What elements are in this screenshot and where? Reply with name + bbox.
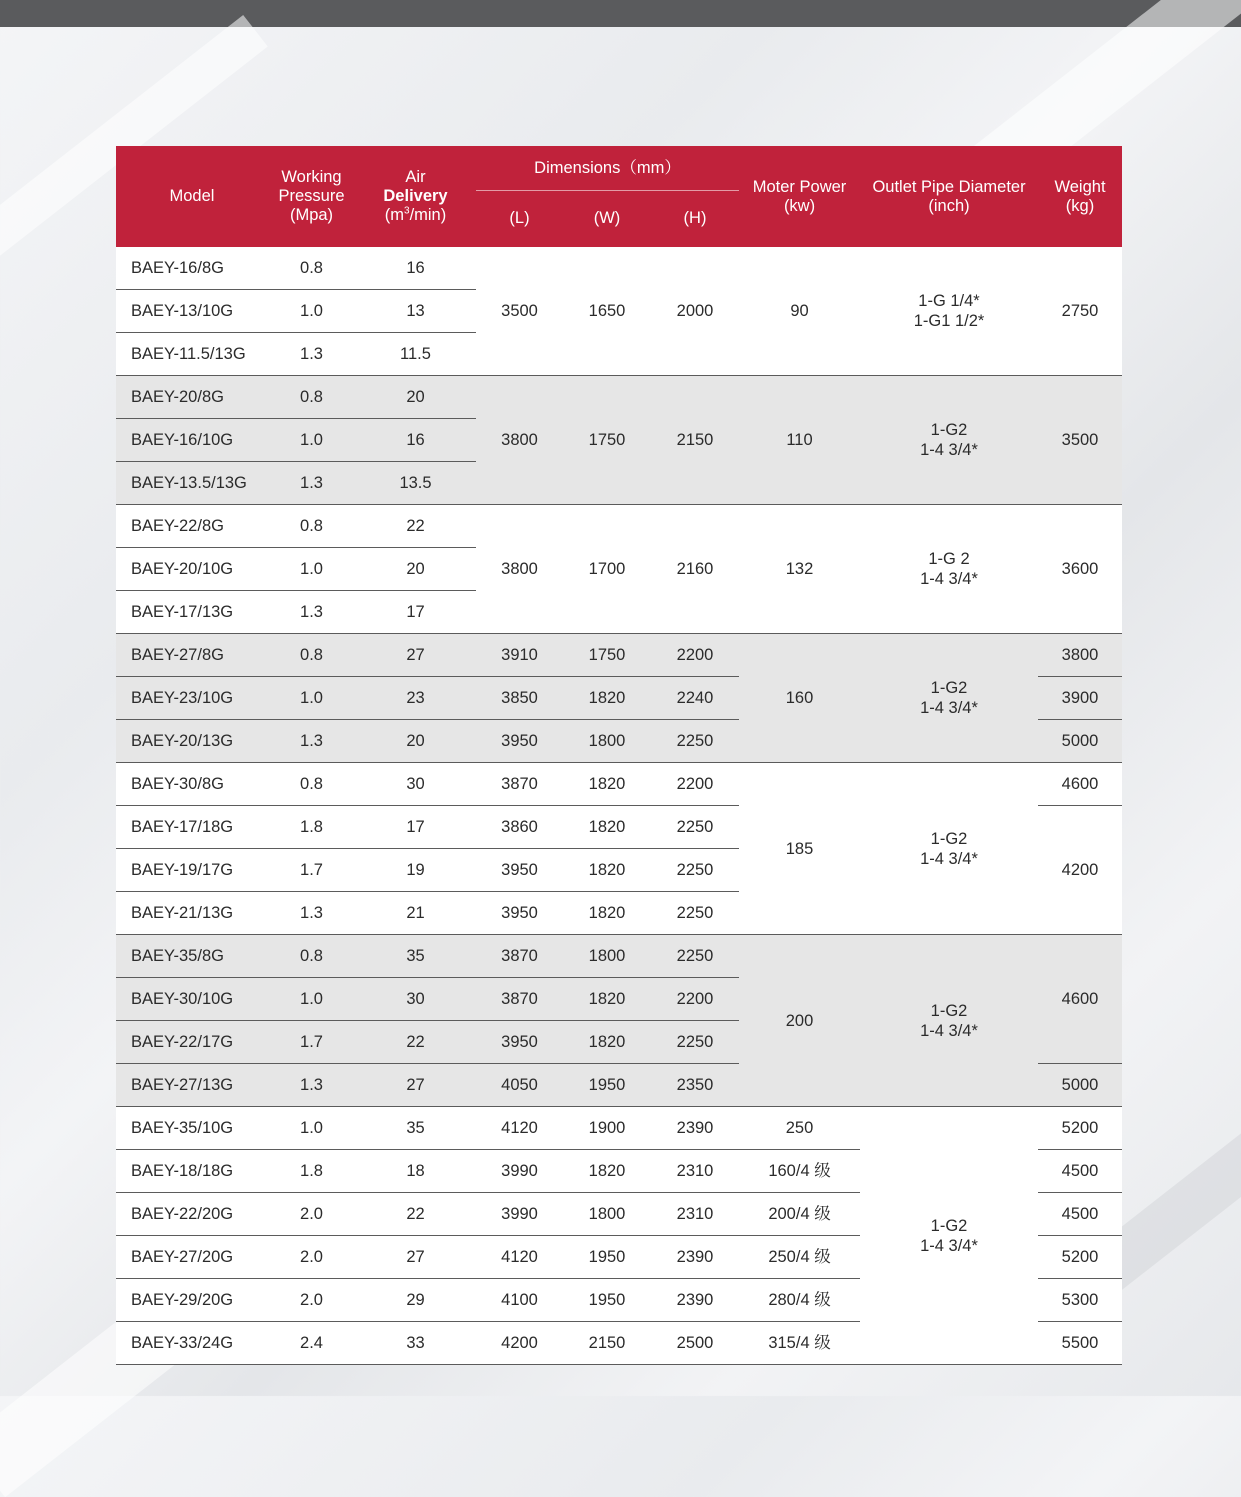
delivery-cell: 29	[355, 1279, 476, 1322]
outlet-line: 1-G2	[930, 421, 968, 439]
width-cell: 1820	[563, 1021, 651, 1064]
width-cell: 1950	[563, 1064, 651, 1107]
col-header-delivery	[355, 146, 476, 247]
pressure-cell: 0.8	[268, 505, 355, 548]
model-group	[116, 505, 1122, 634]
weight-cell: 3500	[1038, 376, 1122, 505]
outlet-line: 1-4 3/4*	[920, 699, 978, 717]
length-cell: 3870	[476, 935, 563, 978]
pressure-cell: 1.0	[268, 290, 355, 333]
height-cell: 2200	[651, 763, 739, 806]
length-cell: 3990	[476, 1150, 563, 1193]
model-group	[116, 763, 1122, 935]
delivery-cell: 13.5	[355, 462, 476, 505]
pressure-cell: 1.3	[268, 333, 355, 376]
unit-text: /min)	[409, 206, 447, 224]
col-header-model: Model	[116, 146, 268, 247]
header-text: Weight	[1054, 177, 1106, 196]
power-cell: 185	[739, 763, 860, 935]
outlet-line: 1-G 1/4*	[918, 292, 980, 310]
delivery-cell: 33	[355, 1322, 476, 1365]
height-cell: 2390	[651, 1107, 739, 1150]
model-cell: BAEY-22/17G	[116, 1021, 268, 1064]
length-cell: 3950	[476, 892, 563, 935]
width-cell: 1700	[563, 505, 651, 634]
spec-table	[116, 146, 1122, 1365]
weight-cell: 5000	[1038, 1064, 1122, 1107]
length-cell: 3950	[476, 1021, 563, 1064]
outlet-cell	[860, 247, 1038, 376]
pressure-cell: 1.0	[268, 548, 355, 591]
pressure-cell: 0.8	[268, 935, 355, 978]
height-cell: 2500	[651, 1322, 739, 1365]
model-cell: BAEY-20/8G	[116, 376, 268, 419]
model-cell: BAEY-35/8G	[116, 935, 268, 978]
pressure-cell: 2.0	[268, 1279, 355, 1322]
model-cell: BAEY-20/10G	[116, 548, 268, 591]
col-header-height: (H)	[651, 190, 739, 247]
height-cell: 2390	[651, 1236, 739, 1279]
outlet-line: 1-G2	[930, 679, 968, 697]
model-cell: BAEY-35/10G	[116, 1107, 268, 1150]
col-header-pressure	[268, 146, 355, 247]
delivery-cell: 27	[355, 1236, 476, 1279]
length-cell: 4120	[476, 1107, 563, 1150]
pressure-cell: 1.3	[268, 462, 355, 505]
width-cell: 1950	[563, 1236, 651, 1279]
delivery-cell: 22	[355, 1021, 476, 1064]
header-text: (kw)	[783, 196, 816, 215]
outlet-line: 1-4 3/4*	[920, 1236, 978, 1255]
delivery-cell: 13	[355, 290, 476, 333]
height-cell: 2250	[651, 892, 739, 935]
weight-cell: 5000	[1038, 720, 1122, 763]
delivery-cell: 27	[355, 1064, 476, 1107]
model-cell: BAEY-16/10G	[116, 419, 268, 462]
power-cell: 110	[739, 376, 860, 505]
height-cell: 2310	[651, 1193, 739, 1236]
col-header-length: (L)	[476, 190, 563, 247]
length-cell: 3500	[476, 247, 563, 376]
height-cell: 2250	[651, 720, 739, 763]
height-cell: 2250	[651, 806, 739, 849]
pressure-cell: 0.8	[268, 247, 355, 290]
table-header	[116, 146, 1122, 247]
col-header-weight	[1038, 146, 1122, 247]
width-cell: 2150	[563, 1322, 651, 1365]
width-cell: 1820	[563, 892, 651, 935]
model-group	[116, 376, 1122, 505]
pressure-cell: 1.0	[268, 1107, 355, 1150]
header-text: Working	[281, 168, 342, 186]
model-cell: BAEY-22/20G	[116, 1193, 268, 1236]
model-cell: BAEY-13/10G	[116, 290, 268, 333]
delivery-cell: 22	[355, 505, 476, 548]
table-row	[116, 1107, 1122, 1150]
delivery-cell: 22	[355, 1193, 476, 1236]
height-cell: 2390	[651, 1279, 739, 1322]
col-header-power	[739, 146, 860, 247]
power-cell: 250/4 级	[739, 1236, 860, 1279]
width-cell: 1650	[563, 247, 651, 376]
power-cell: 280/4 级	[739, 1279, 860, 1322]
pressure-cell: 0.8	[268, 634, 355, 677]
width-cell: 1800	[563, 720, 651, 763]
delivery-cell: 17	[355, 806, 476, 849]
top-bar	[0, 0, 1241, 27]
header-text: Moter Power	[752, 177, 847, 196]
pressure-cell: 1.8	[268, 806, 355, 849]
model-cell: BAEY-27/13G	[116, 1064, 268, 1107]
table-row	[116, 376, 1122, 419]
outlet-cell	[860, 505, 1038, 634]
pressure-cell: 0.8	[268, 763, 355, 806]
length-cell: 3800	[476, 376, 563, 505]
model-group	[116, 634, 1122, 763]
delivery-cell: 17	[355, 591, 476, 634]
pressure-cell: 1.3	[268, 892, 355, 935]
length-cell: 4120	[476, 1236, 563, 1279]
delivery-cell: 23	[355, 677, 476, 720]
table-row	[116, 763, 1122, 806]
height-cell: 2000	[651, 247, 739, 376]
header-text: Pressure	[278, 187, 345, 205]
pressure-cell: 1.0	[268, 677, 355, 720]
delivery-cell: 16	[355, 419, 476, 462]
col-header-dimensions: Dimensions（mm）	[476, 146, 739, 190]
model-group	[116, 247, 1122, 376]
length-cell: 3870	[476, 763, 563, 806]
header-text: (inch)	[928, 196, 970, 215]
outlet-line: 1-4 3/4*	[920, 570, 978, 588]
outlet-line: 1-4 3/4*	[920, 441, 978, 459]
pressure-cell: 1.3	[268, 720, 355, 763]
height-cell: 2250	[651, 935, 739, 978]
length-cell: 3990	[476, 1193, 563, 1236]
col-header-width: (W)	[563, 190, 651, 247]
pressure-cell: 1.7	[268, 1021, 355, 1064]
length-cell: 3910	[476, 634, 563, 677]
power-cell: 90	[739, 247, 860, 376]
weight-cell: 4600	[1038, 763, 1122, 806]
pressure-cell: 2.0	[268, 1236, 355, 1279]
superscript: 3	[404, 205, 410, 217]
length-cell: 4200	[476, 1322, 563, 1365]
width-cell: 1820	[563, 1150, 651, 1193]
weight-cell: 3900	[1038, 677, 1122, 720]
table-row	[116, 634, 1122, 677]
width-cell: 1820	[563, 978, 651, 1021]
model-group	[116, 935, 1122, 1107]
outlet-line: 1-G2	[930, 829, 968, 848]
width-cell: 1820	[563, 677, 651, 720]
header-text	[355, 206, 476, 225]
height-cell: 2250	[651, 849, 739, 892]
outlet-cell	[860, 935, 1038, 1107]
weight-cell: 5500	[1038, 1322, 1122, 1365]
power-cell: 200	[739, 935, 860, 1107]
width-cell: 1950	[563, 1279, 651, 1322]
model-cell: BAEY-30/10G	[116, 978, 268, 1021]
weight-cell: 4500	[1038, 1193, 1122, 1236]
delivery-cell: 11.5	[355, 333, 476, 376]
weight-cell: 4600	[1038, 935, 1122, 1064]
outlet-cell	[860, 376, 1038, 505]
pressure-cell: 1.0	[268, 978, 355, 1021]
height-cell: 2200	[651, 634, 739, 677]
model-cell: BAEY-11.5/13G	[116, 333, 268, 376]
height-cell: 2160	[651, 505, 739, 634]
outlet-line: 1-G2	[930, 1216, 968, 1235]
height-cell: 2240	[651, 677, 739, 720]
length-cell: 3800	[476, 505, 563, 634]
col-header-outlet	[860, 146, 1038, 247]
pressure-cell: 0.8	[268, 376, 355, 419]
weight-cell: 5300	[1038, 1279, 1122, 1322]
outlet-line: 1-4 3/4*	[920, 849, 978, 868]
header-text: Delivery	[383, 187, 448, 205]
height-cell: 2250	[651, 1021, 739, 1064]
header-text: (kg)	[1065, 196, 1095, 215]
length-cell: 4050	[476, 1064, 563, 1107]
outlet-cell	[860, 634, 1038, 763]
table-row	[116, 505, 1122, 548]
delivery-cell: 20	[355, 720, 476, 763]
pressure-cell: 1.3	[268, 1064, 355, 1107]
width-cell: 1820	[563, 806, 651, 849]
table-row	[116, 247, 1122, 290]
pressure-cell: 1.0	[268, 419, 355, 462]
width-cell: 1820	[563, 849, 651, 892]
weight-cell: 4200	[1038, 806, 1122, 935]
width-cell: 1800	[563, 935, 651, 978]
pressure-cell: 1.3	[268, 591, 355, 634]
pressure-cell: 1.7	[268, 849, 355, 892]
model-cell: BAEY-23/10G	[116, 677, 268, 720]
delivery-cell: 35	[355, 935, 476, 978]
width-cell: 1750	[563, 376, 651, 505]
model-cell: BAEY-17/13G	[116, 591, 268, 634]
width-cell: 1820	[563, 763, 651, 806]
delivery-cell: 30	[355, 763, 476, 806]
model-cell: BAEY-19/17G	[116, 849, 268, 892]
delivery-cell: 18	[355, 1150, 476, 1193]
model-cell: BAEY-29/20G	[116, 1279, 268, 1322]
header-text: (Mpa)	[289, 206, 334, 224]
weight-cell: 5200	[1038, 1107, 1122, 1150]
unit-text: (m	[384, 206, 404, 224]
power-cell: 160/4 级	[739, 1150, 860, 1193]
model-cell: BAEY-33/24G	[116, 1322, 268, 1365]
width-cell: 1800	[563, 1193, 651, 1236]
model-cell: BAEY-27/20G	[116, 1236, 268, 1279]
width-cell: 1900	[563, 1107, 651, 1150]
delivery-cell: 21	[355, 892, 476, 935]
weight-cell: 5200	[1038, 1236, 1122, 1279]
delivery-cell: 19	[355, 849, 476, 892]
delivery-cell: 16	[355, 247, 476, 290]
power-cell: 250	[739, 1107, 860, 1150]
height-cell: 2150	[651, 376, 739, 505]
outlet-cell	[860, 763, 1038, 935]
model-cell: BAEY-30/8G	[116, 763, 268, 806]
width-cell: 1750	[563, 634, 651, 677]
length-cell: 3950	[476, 720, 563, 763]
pressure-cell: 2.0	[268, 1193, 355, 1236]
model-group	[116, 1107, 1122, 1365]
table-row	[116, 935, 1122, 978]
header-text: Outlet Pipe Diameter	[872, 177, 1026, 196]
delivery-cell: 27	[355, 634, 476, 677]
weight-cell: 3600	[1038, 505, 1122, 634]
model-cell: BAEY-22/8G	[116, 505, 268, 548]
model-cell: BAEY-21/13G	[116, 892, 268, 935]
model-cell: BAEY-16/8G	[116, 247, 268, 290]
length-cell: 3870	[476, 978, 563, 1021]
delivery-cell: 20	[355, 376, 476, 419]
pressure-cell: 2.4	[268, 1322, 355, 1365]
model-cell: BAEY-17/18G	[116, 806, 268, 849]
delivery-cell: 20	[355, 548, 476, 591]
power-cell: 160	[739, 634, 860, 763]
outlet-line: 1-4 3/4*	[920, 1021, 978, 1040]
power-cell: 315/4 级	[739, 1322, 860, 1365]
outlet-line: 1-G1 1/2*	[913, 312, 985, 330]
length-cell: 3950	[476, 849, 563, 892]
delivery-cell: 35	[355, 1107, 476, 1150]
model-cell: BAEY-20/13G	[116, 720, 268, 763]
delivery-cell: 30	[355, 978, 476, 1021]
outlet-line: 1-G 2	[928, 550, 970, 568]
outlet-cell	[860, 1107, 1038, 1365]
model-cell: BAEY-13.5/13G	[116, 462, 268, 505]
header-text: Air	[405, 168, 426, 186]
power-cell: 200/4 级	[739, 1193, 860, 1236]
weight-cell: 4500	[1038, 1150, 1122, 1193]
length-cell: 3850	[476, 677, 563, 720]
length-cell: 3860	[476, 806, 563, 849]
model-cell: BAEY-27/8G	[116, 634, 268, 677]
power-cell: 132	[739, 505, 860, 634]
weight-cell: 3800	[1038, 634, 1122, 677]
weight-cell: 2750	[1038, 247, 1122, 376]
pressure-cell: 1.8	[268, 1150, 355, 1193]
model-cell: BAEY-18/18G	[116, 1150, 268, 1193]
height-cell: 2200	[651, 978, 739, 1021]
outlet-line: 1-G2	[930, 1001, 968, 1020]
height-cell: 2310	[651, 1150, 739, 1193]
height-cell: 2350	[651, 1064, 739, 1107]
length-cell: 4100	[476, 1279, 563, 1322]
